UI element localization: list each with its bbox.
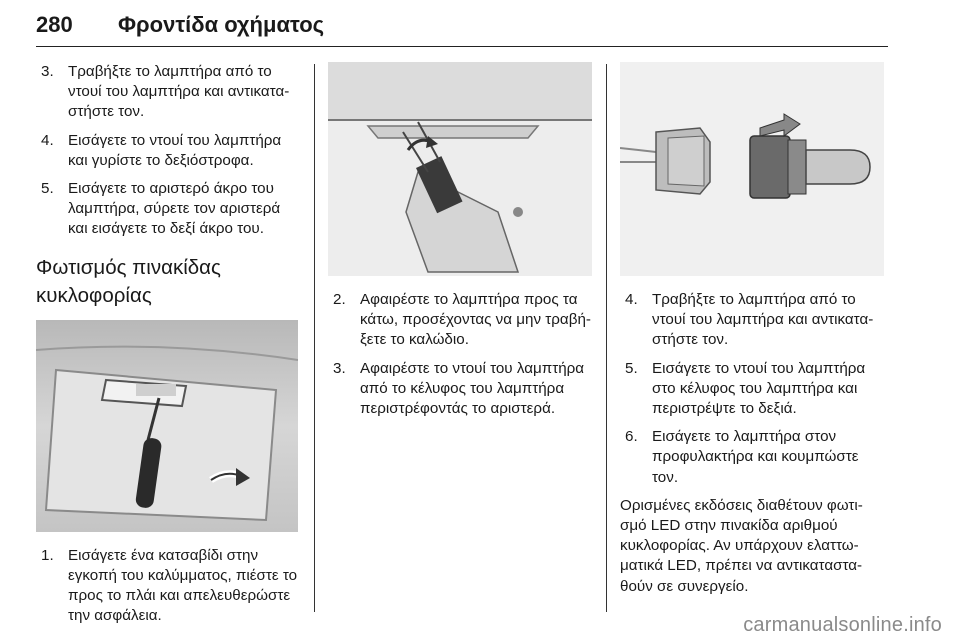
step-number: 3.	[333, 359, 346, 377]
step-text: Εισάγετε το αριστερό άκρο του λαμπτήρα, σύρετε τον αριστερά και εισάγετε το δεξί άκρο του.	[68, 180, 281, 238]
step-number: 5.	[41, 180, 54, 198]
column-2	[328, 62, 592, 427]
list-item	[328, 359, 592, 420]
step-text: Εισάγετε το λαμπτήρα στον προφυλακτήρα και κουμπώστε τον.	[652, 428, 859, 486]
page-number: 280	[36, 12, 73, 37]
list-item	[620, 427, 884, 488]
step-text: Εισάγετε το ντουί του λαμπτήρα στο κέλυφος του λαμπτήρα και περιστρέψτε το δεξιά.	[652, 359, 866, 418]
step-number: 4.	[41, 131, 54, 149]
step-list	[36, 546, 298, 627]
lamp-removal-illustration	[328, 62, 592, 276]
step-text: Τραβήξτε το λαμπτήρα από το ντουί του λαμπτήρα και αντικατα-στήστε τον.	[652, 291, 874, 349]
step-text: Εισάγετε ένα κατσαβίδι στην εγκοπή του καλύμματος, πιέστε το προς το πλάι και απελευθερώστε την ασφάλεια.	[68, 546, 298, 625]
column-divider	[314, 64, 315, 612]
column-divider	[606, 64, 607, 612]
step-text: Τραβήξτε το λαμπτήρα από το ντουί του λαμπτήρα και αντικατα-στήστε τον.	[68, 63, 290, 121]
step-list	[36, 62, 298, 240]
step-text: Αφαιρέστε το λαμπτήρα προς τα κάτω, προσέχοντας να μην τραβή-ξετε το καλώδιο.	[360, 291, 591, 349]
list-item	[328, 290, 592, 351]
list-item	[36, 546, 298, 627]
watermark: carmanualsonline.info	[743, 614, 942, 636]
step-list	[620, 290, 884, 488]
license-plate-lamp-illustration	[36, 320, 298, 532]
led-note: Ορισμένες εκδόσεις διαθέτουν φωτι-σμό LED στην πινακίδα αριθμού κυκλοφορίας. Αν υπάρχουν ελαττω-ματικά LED, πρέπει να αντικαταστα-θούν σε συνεργείο.	[620, 496, 863, 595]
bulb-socket-illustration	[620, 62, 884, 276]
list-item	[36, 179, 298, 240]
section-heading: Φωτισμός πινακίδας κυκλοφορίας	[36, 255, 221, 307]
step-number: 4.	[625, 291, 638, 308]
list-item	[620, 290, 884, 351]
list-item	[620, 359, 884, 420]
page-title: Φροντίδα οχήματος	[118, 12, 325, 37]
step-number: 2.	[333, 291, 346, 308]
step-number: 6.	[625, 428, 638, 446]
step-number: 5.	[625, 359, 638, 377]
step-number: 1.	[41, 546, 54, 564]
column-3	[620, 62, 884, 597]
step-list	[328, 290, 592, 419]
step-text: Αφαιρέστε το ντουί του λαμπτήρα από το κέλυφος του λαμπτήρα περιστρέφοντάς το αριστερά.	[360, 359, 585, 418]
list-item	[36, 62, 298, 123]
step-text: Εισάγετε το ντουί του λαμπτήρα και γυρίστε το δεξιόστροφα.	[68, 131, 282, 169]
step-number: 3.	[41, 63, 54, 80]
list-item	[36, 131, 298, 171]
page-header	[36, 8, 888, 47]
column-1	[36, 62, 298, 634]
